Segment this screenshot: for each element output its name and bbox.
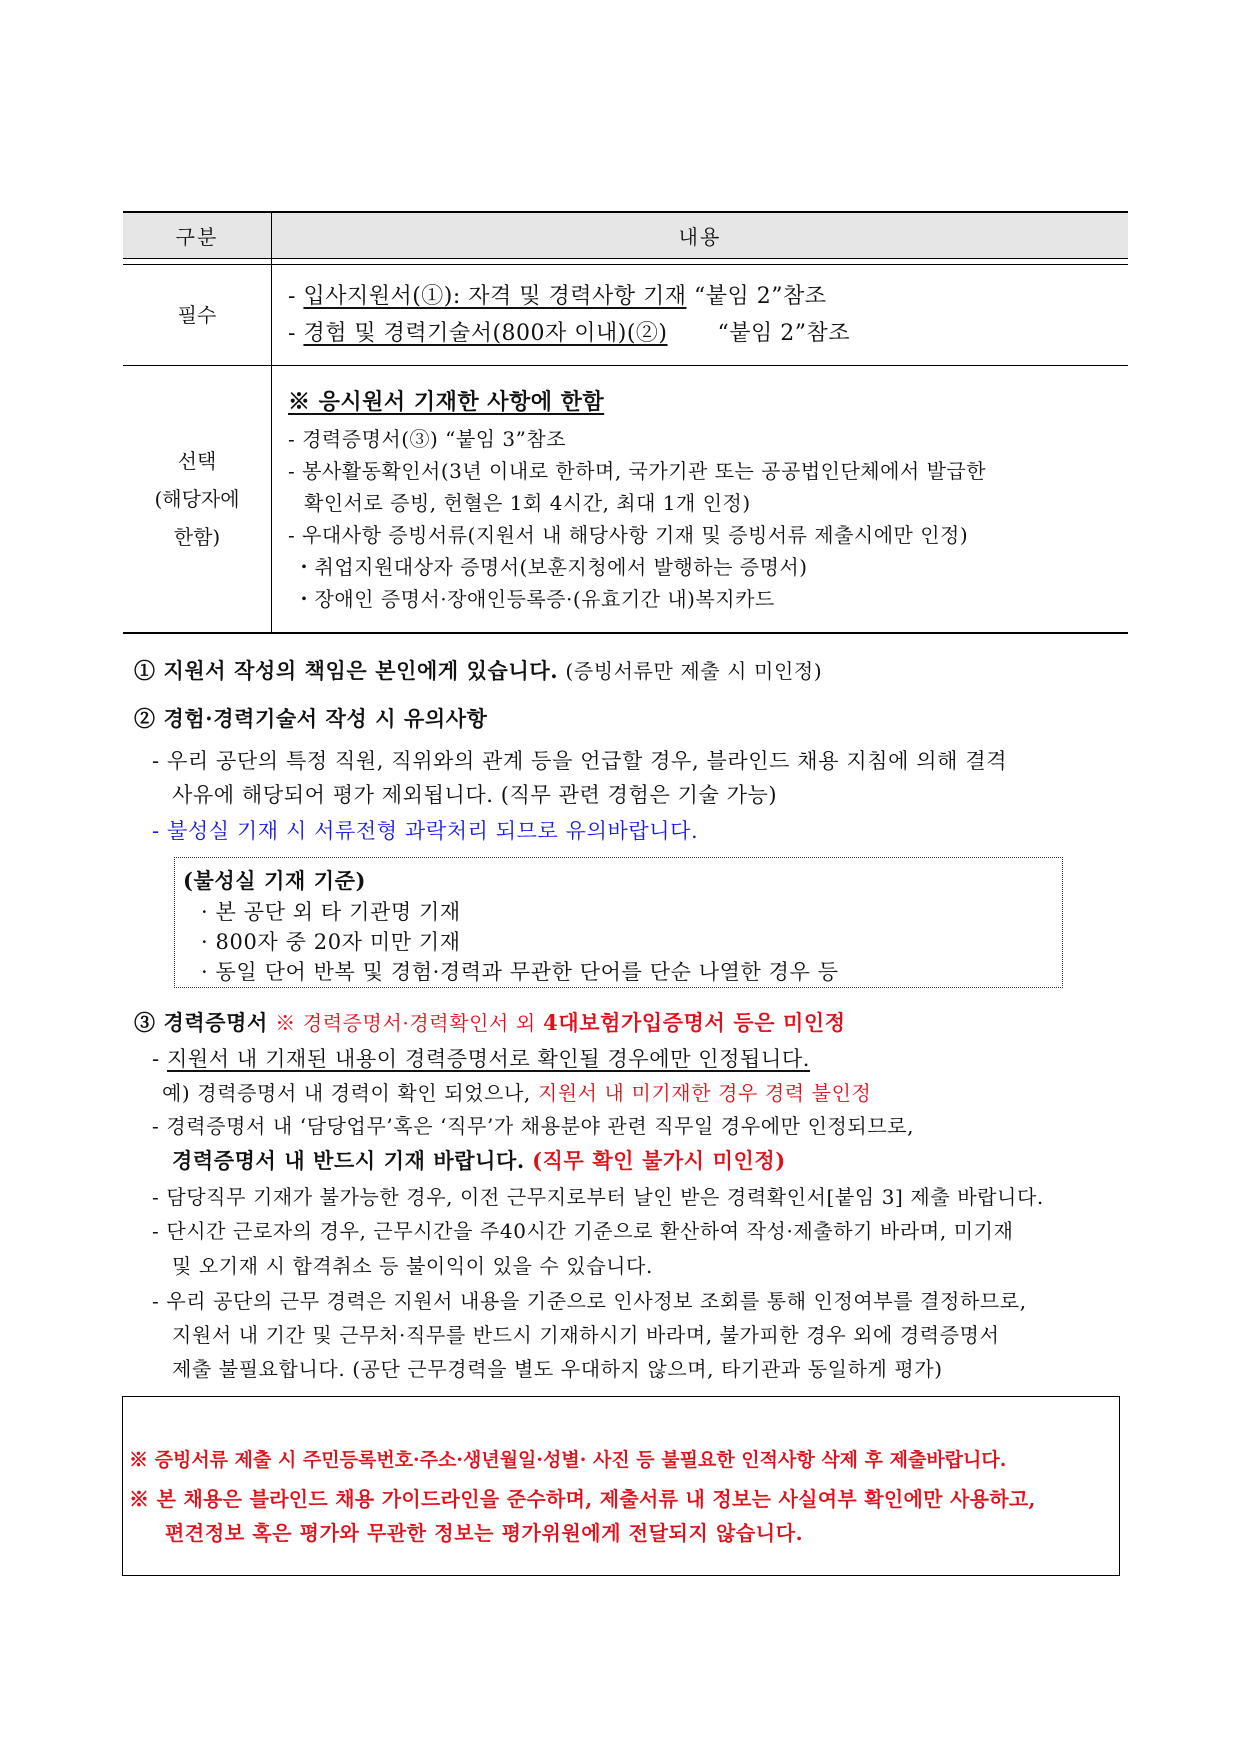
note-3-line-6: - 단시간 근로자의 경우, 근무시간을 주40시간 기준으로 환산하여 작성·제출하기 바라며, 미기재 <box>152 1219 1014 1243</box>
table-row-required <box>123 265 1128 366</box>
criteria-item-2: · 800자 중 20자 미만 기재 <box>201 930 461 954</box>
note-3-line-8: - 우리 공단의 근무 경력은 지원서 내용을 기준으로 인사정보 조회를 통해 인정여부를 결정하므로, <box>152 1289 1027 1313</box>
note-2-blue-line: - 불성실 기재 시 서류전형 과락처리 되므로 유의바랍니다. <box>152 819 699 843</box>
optional-content-cell <box>272 366 1129 634</box>
optional-subitem-2: ・장애인 증명서·장애인등록증·(유효기간 내)복지카드 <box>294 586 775 611</box>
optional-category-line-3: 한함) <box>173 525 221 549</box>
table-header-row <box>123 212 1128 259</box>
note-2-title: ② 경험·경력기술서 작성 시 유의사항 <box>134 706 488 731</box>
required-category-cell <box>123 265 272 366</box>
note-1: ① 지원서 작성의 책임은 본인에게 있습니다. (증빙서류만 제출 시 미인정) <box>134 658 823 683</box>
criteria-item-1: · 본 공단 외 타 기관명 기재 <box>201 900 461 924</box>
optional-category-line-1: 선택 <box>177 449 217 473</box>
note-3-title: ③ 경력증명서 ※ 경력증명서·경력확인서 외 4대보험가입증명서 등은 미인정 <box>134 1010 846 1035</box>
notice-line-3: 편견정보 혹은 평가와 무관한 정보는 평가위원에게 전달되지 않습니다. <box>165 1521 804 1545</box>
note-2-line-2: 사유에 해당되어 평가 제외됩니다. (직무 관련 경험은 기술 가능) <box>172 783 778 807</box>
notice-line-2: ※ 본 채용은 블라인드 채용 가이드라인을 준수하며, 제출서류 내 정보는 사실여부 확인에만 사용하고, <box>129 1487 1036 1511</box>
optional-heading: ※ 응시원서 기재한 사항에 한함 <box>288 388 605 415</box>
required-content-cell <box>272 265 1129 366</box>
note-3-line-4: 경력증명서 내 반드시 기재 바랍니다. (직무 확인 불가시 미인정) <box>172 1148 786 1173</box>
criteria-title: (불성실 기재 기준) <box>183 868 367 893</box>
note-3-line-5: - 담당직무 기재가 불가능한 경우, 이전 근무지로부터 날인 받은 경력확인서[붙임 3] 제출 바랍니다. <box>152 1185 1044 1209</box>
optional-category-cell <box>123 366 272 634</box>
note-3-line-1: - 지원서 내 기재된 내용이 경력증명서로 확인될 경우에만 인정됩니다. <box>152 1047 810 1071</box>
header-category: 구분 <box>123 212 272 259</box>
note-2-line-1: - 우리 공단의 특정 직원, 직위와의 관계 등을 언급할 경우, 블라인드 채용 지침에 의해 결격 <box>152 749 1008 773</box>
note-3-line-10: 제출 불필요합니다. (공단 근무경력을 별도 우대하지 않으며, 타기관과 동일하게 평가) <box>172 1357 943 1381</box>
required-category: 필수 <box>177 303 217 327</box>
required-item-1: - 입사지원서(①): 자격 및 경력사항 기재 “붙임 2”참조 <box>288 284 827 309</box>
criteria-item-3: · 동일 단어 반복 및 경험·경력과 무관한 단어를 단순 나열한 경우 등 <box>201 960 839 984</box>
notice-line-1: ※ 증빙서류 제출 시 주민등록번호·주소·생년월일·성별· 사진 등 불필요한 인적사항 삭제 후 제출바랍니다. <box>129 1449 1007 1471</box>
note-3-line-2: 예) 경력증명서 내 경력이 확인 되었으나, 지원서 내 미기재한 경우 경력 불인정 <box>162 1081 872 1105</box>
optional-item-2-cont: 확인서로 증빙, 헌혈은 1회 4시간, 최대 1개 인정) <box>304 490 751 515</box>
notice-box <box>122 1396 1120 1576</box>
optional-item-1: - 경력증명서(③) “붙임 3”참조 <box>288 426 566 451</box>
header-content: 내용 <box>272 212 1129 259</box>
requirements-table <box>123 211 1128 634</box>
note-3-line-3: - 경력증명서 내 ‘담당업무’혹은 ‘직무’가 채용분야 관련 직무일 경우에만 인정되므로, <box>152 1114 915 1138</box>
optional-subitem-1: ・취업지원대상자 증명서(보훈지청에서 발행하는 증명서) <box>294 554 808 579</box>
table-row-optional <box>123 366 1128 634</box>
optional-item-2: - 봉사활동확인서(3년 이내로 한하며, 국가기관 또는 공공법인단체에서 발급한 <box>288 458 987 483</box>
required-item-2: - 경험 및 경력기술서(800자 이내)(②) “붙임 2”참조 <box>288 321 851 346</box>
optional-category-line-2: (해당자에 <box>154 487 240 511</box>
optional-item-3: - 우대사항 증빙서류(지원서 내 해당사항 기재 및 증빙서류 제출시에만 인정) <box>288 522 969 547</box>
criteria-box <box>174 857 1063 988</box>
note-3-line-9: 지원서 내 기간 및 근무처·직무를 반드시 기재하시기 바라며, 불가피한 경우 외에 경력증명서 <box>172 1323 1000 1347</box>
note-3-line-7: 및 오기재 시 합격취소 등 불이익이 있을 수 있습니다. <box>172 1254 653 1278</box>
